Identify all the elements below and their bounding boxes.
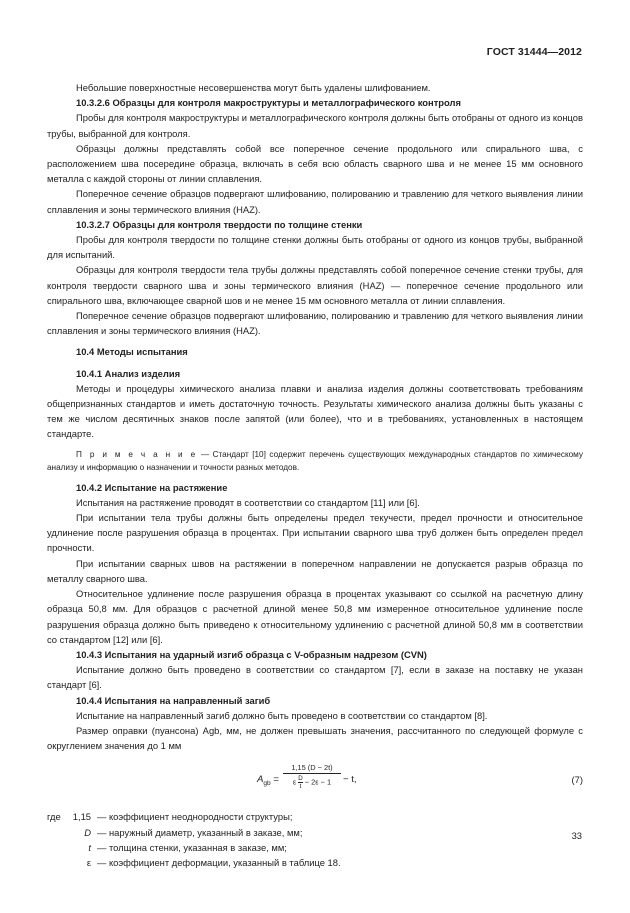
body-paragraph: Методы и процедуры химического анализа плавки и анализа изделия должны соответствовать требованиям общепризнанных стандартов и иметь достаточную точность. Результаты химического анализа должны быть указаны с тем же числом десятичных знаков после запятой (или более), что и в требованиях, установленных в настоящем стандарте.	[47, 382, 583, 440]
body-paragraph: При испытании тела трубы должны быть определены предел текучести, предел прочности и относительное удлинение после разрушения образца в процентах. При испытании сварного шва труб должен быть определен предел прочности.	[47, 512, 583, 554]
formula-tail: − t,	[343, 774, 357, 786]
document-body	[47, 80, 583, 870]
body-paragraph: Образцы должны представлять собой все поперечное сечение продольного или спирального шва, с расположением шва посередине образца, включать в себя всю область сварного шва и не менее 15 мм основного металла с каждой стороны от линии сплавления.	[47, 142, 583, 185]
definition-symbol: ε	[86, 856, 91, 868]
body-paragraph: Относительное удлинение после разрушения образца в процентах указывают со ссылкой на расчетную длину образца 50,8 мм. Для образцов с расчетной длиной менее 50,8 мм измеренное относительное удлинение после разрушения образца должно быть приведено к относительному удлинению с расчетной длиной 50,8 мм в соответствии со стандартом [12] или [6].	[47, 588, 583, 645]
body-paragraph: Пробы для контроля твердости по толщине стенки должны быть отобраны от одного из концов трубы, выбранной для испытаний.	[47, 234, 583, 261]
definition-prefix: где	[47, 811, 61, 823]
formula-number: (7)	[571, 774, 583, 786]
definition-symbol: 1,15	[72, 811, 91, 823]
body-paragraph: Поперечное сечение образцов подвергают шлифованию, полированию и травлению для четкого выявления линии сплавления и зоны термического влияния (HAZ).	[47, 188, 583, 215]
note-label: П р и м е ч а н и е	[76, 449, 198, 459]
body-paragraph: При испытании сварных швов на растяжении в поперечном направлении не допускается разрыв образца по металлу сварного шва.	[47, 557, 583, 584]
definition-symbol: D	[84, 826, 91, 838]
formula-numerator: 1,15 (D − 2t)	[283, 763, 341, 774]
definition-row	[47, 809, 583, 824]
formula-lhs: $A_{gb}$ =	[257, 774, 279, 788]
body-paragraph: Размер оправки (пуансона) Agb, мм, не должен превышать значения, рассчитанного по следующей формуле с округлением значения до 1 мм	[47, 724, 583, 752]
formula-fraction	[283, 763, 341, 790]
definition-prefix	[47, 825, 71, 840]
definition-row	[47, 840, 583, 855]
note-text: — Стандарт [10] содержит перечень существующих международных стандартов по химическому анализу и информацию о назначении и точности разных методов.	[47, 449, 583, 472]
page-header-standard: ГОСТ 31444—2012	[486, 46, 582, 58]
definition-prefix	[47, 855, 71, 870]
section-heading: 10.4.2 Испытание на растяжение	[76, 481, 228, 493]
formula-denominator: ε $\frac{D}{t}$ − 2ε − 1	[292, 775, 332, 791]
section-heading: 10.4 Методы испытания	[76, 346, 188, 358]
body-paragraph: Образцы для контроля твердости тела трубы должны представлять собой поперечное сечение стенки трубы, для контроля твердости сварного шва и зоны термического влияния (HAZ) — поперечное сечение продольного или спирального шва, включающее сварной шов и не менее 15 мм основного металла от линии сплавления.	[47, 264, 583, 306]
body-paragraph: Небольшие поверхностные несовершенства могут быть удалены шлифованием.	[76, 82, 431, 93]
body-paragraph: Поперечное сечение образцов подвергают шлифованию, полированию и травлению для четкого выявления линии сплавления и зоны термического влияния (HAZ).	[47, 310, 583, 337]
definition-symbol: t	[88, 841, 91, 853]
definition-text: — толщина стенки, указанная в заказе, мм;	[97, 841, 287, 853]
note-paragraph	[47, 448, 583, 474]
definition-text: — коэффициент неоднородности структуры;	[97, 811, 293, 823]
definition-prefix	[47, 840, 71, 855]
section-heading: 10.4.3 Испытания на ударный изгиб образца с V-образным надрезом (CVN)	[76, 648, 427, 660]
definition-row	[47, 825, 583, 840]
section-heading: 10.3.2.7 Образцы для контроля твердости по толщине стенки	[76, 218, 363, 230]
formula-7	[47, 761, 583, 805]
body-paragraph: Пробы для контроля макроструктуры и металлографического контроля должны быть отобраны от одного из концов трубы, выбранной для контроля.	[47, 112, 583, 139]
page-number: 33	[571, 830, 582, 841]
section-heading: 10.4.1 Анализ изделия	[76, 367, 181, 379]
body-paragraph: Испытание на направленный загиб должно быть проведено в соответствии со стандартом [8].	[76, 709, 488, 721]
definitions-list	[47, 809, 583, 870]
body-paragraph: Испытание должно быть проведено в соответствии со стандартом [7], если в заказе на поставку не указан стандарт [6].	[47, 664, 583, 691]
section-heading: 10.3.2.6 Образцы для контроля макроструктуры и металлографического контроля	[76, 97, 461, 109]
definition-text: — наружный диаметр, указанный в заказе, мм;	[97, 826, 303, 838]
definition-text: — коэффициент деформации, указанный в таблице 18.	[97, 856, 341, 868]
section-heading: 10.4.4 Испытания на направленный загиб	[76, 694, 271, 706]
text-blocks	[47, 80, 583, 753]
body-paragraph: Испытания на растяжение проводят в соответствии со стандартом [11] или [6].	[76, 496, 420, 508]
definition-row	[47, 855, 583, 870]
